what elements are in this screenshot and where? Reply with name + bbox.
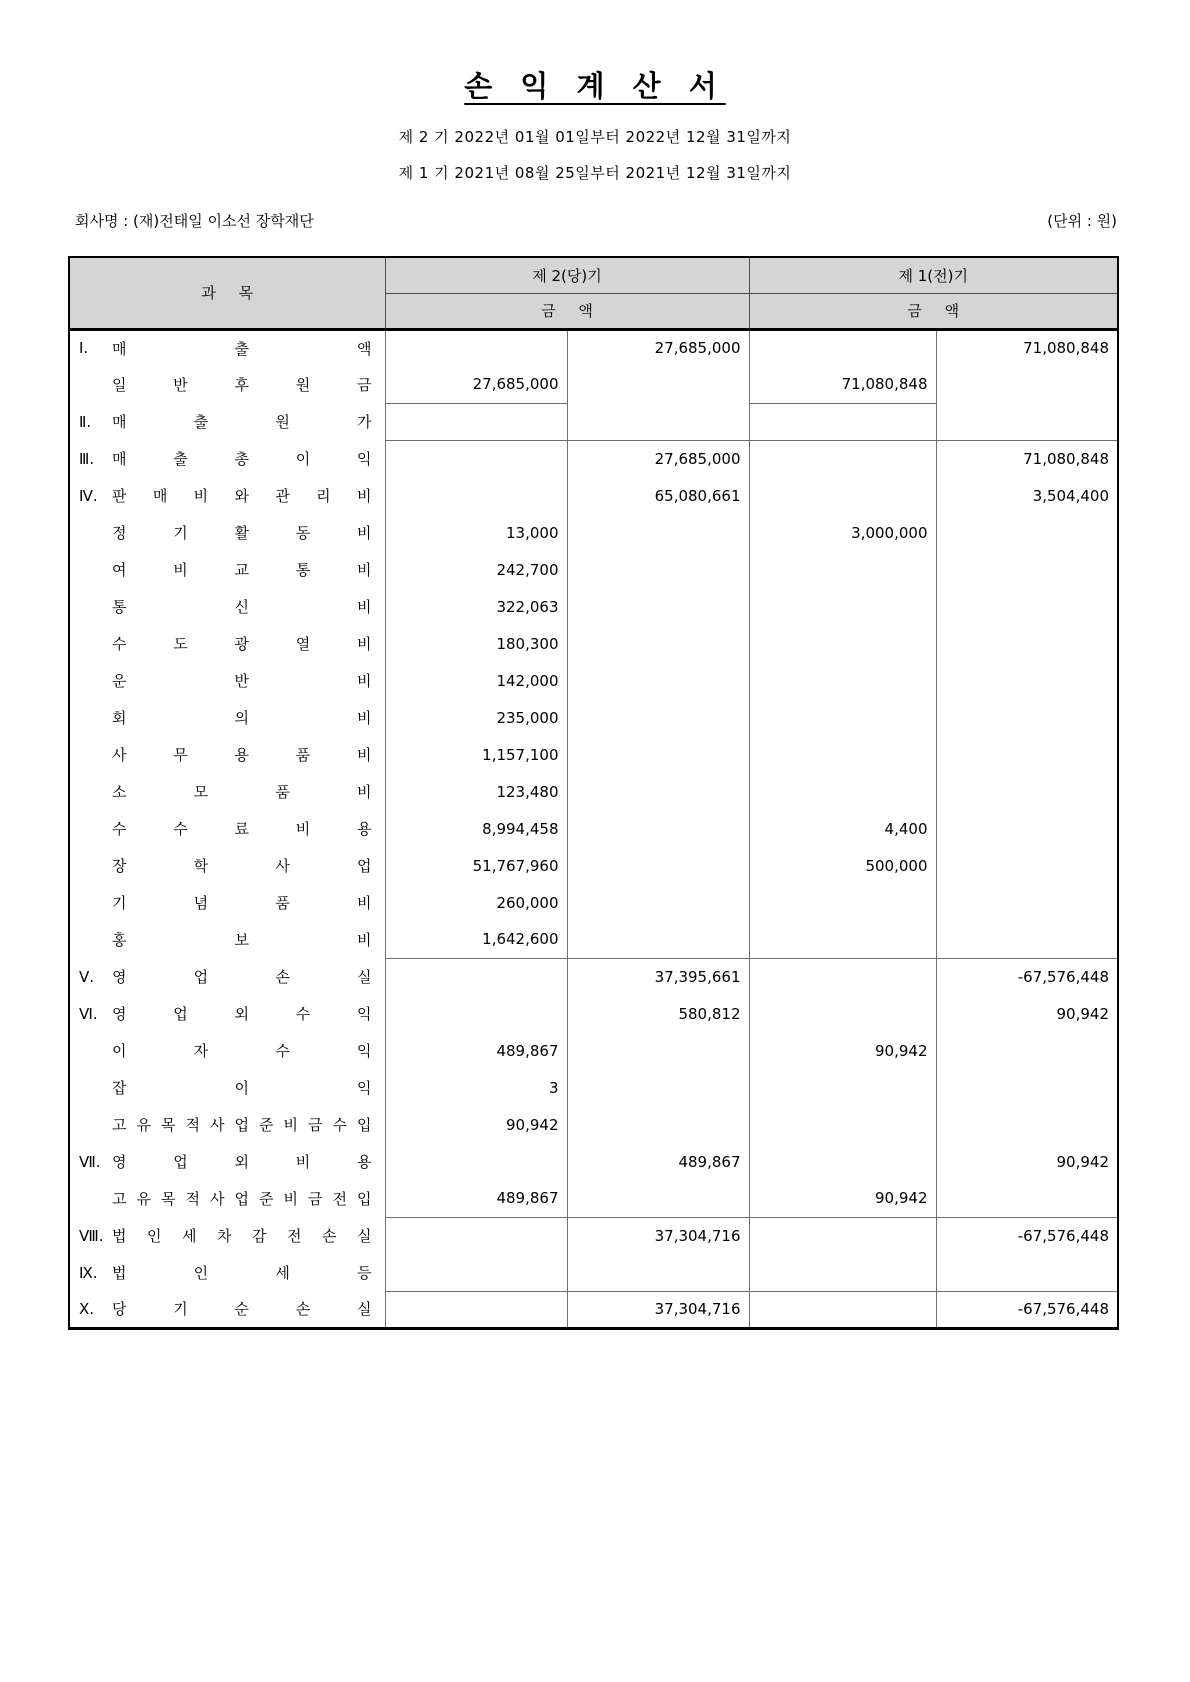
account-name: 기 념 품 비 (112, 894, 372, 912)
account-name: 여 비 교 통 비 (112, 561, 372, 579)
current-detail-amount (385, 403, 567, 440)
account-label-cell (69, 625, 385, 662)
account-name: 이 자 수 익 (112, 1042, 372, 1060)
account-label-cell (69, 403, 385, 440)
prior-total-amount (936, 1254, 1118, 1291)
prior-detail-amount (749, 1106, 936, 1143)
prior-period-header: 제 1(전)기 (749, 257, 1118, 293)
prior-detail-amount: 3,000,000 (749, 514, 936, 551)
account-name: 매 출 원 가 (112, 413, 372, 431)
current-total-amount (567, 588, 749, 625)
current-total-amount: 37,304,716 (567, 1291, 749, 1328)
table-row (69, 514, 1118, 551)
account-label-cell (69, 995, 385, 1032)
current-detail-amount: 322,063 (385, 588, 567, 625)
current-total-amount (567, 1106, 749, 1143)
table-row (69, 329, 1118, 366)
current-total-amount (567, 847, 749, 884)
prior-total-amount (936, 884, 1118, 921)
account-label-cell (69, 921, 385, 958)
current-detail-amount (385, 329, 567, 366)
prior-total-amount (936, 847, 1118, 884)
current-total-amount (567, 884, 749, 921)
table-row (69, 662, 1118, 699)
account-label-cell (69, 958, 385, 995)
current-total-amount (567, 403, 749, 440)
account-roman-numeral: Ⅷ. (79, 1226, 104, 1245)
meta-row (75, 210, 1117, 231)
prior-detail-amount: 500,000 (749, 847, 936, 884)
prior-total-amount (936, 588, 1118, 625)
table-row (69, 551, 1118, 588)
current-detail-amount (385, 1291, 567, 1328)
unit-label: (단위 : 원) (1047, 212, 1117, 230)
current-detail-amount (385, 958, 567, 995)
current-detail-amount: 123,480 (385, 773, 567, 810)
prior-total-amount (936, 403, 1118, 440)
current-detail-amount (385, 477, 567, 514)
prior-detail-amount (749, 625, 936, 662)
account-name: 고 유 목 적 사 업 준 비 금 수 입 (112, 1116, 372, 1134)
table-row (69, 440, 1118, 477)
prior-detail-amount (749, 1291, 936, 1328)
account-roman-numeral: Ⅱ. (79, 412, 92, 431)
table-row (69, 921, 1118, 958)
current-detail-amount: 260,000 (385, 884, 567, 921)
account-roman-numeral: Ⅶ. (79, 1152, 101, 1171)
table-row (69, 1180, 1118, 1217)
period-line-current: 제 2 기 2022년 01월 01일부터 2022년 12월 31일까지 (398, 128, 792, 146)
account-name: 잡 이 익 (112, 1079, 372, 1097)
account-label-cell (69, 699, 385, 736)
account-name: 매 출 액 (112, 339, 372, 358)
current-total-amount: 27,685,000 (567, 440, 749, 477)
table-row (69, 1291, 1118, 1328)
prior-detail-amount: 90,942 (749, 1180, 936, 1217)
account-label-cell (69, 1291, 385, 1328)
current-total-amount (567, 514, 749, 551)
account-name: 영 업 외 수 익 (112, 1005, 372, 1023)
current-total-amount (567, 736, 749, 773)
account-roman-numeral: Ⅸ. (79, 1263, 98, 1282)
account-name: 고 유 목 적 사 업 준 비 금 전 입 (112, 1190, 372, 1208)
current-detail-amount: 8,994,458 (385, 810, 567, 847)
current-total-amount: 37,395,661 (567, 958, 749, 995)
current-total-amount (567, 1069, 749, 1106)
account-label-cell (69, 588, 385, 625)
account-name: 매 출 총 이 익 (112, 450, 372, 468)
prior-total-amount (936, 773, 1118, 810)
table-row (69, 1217, 1118, 1254)
current-detail-amount: 3 (385, 1069, 567, 1106)
prior-total-amount (936, 1106, 1118, 1143)
account-name: 당 기 순 손 실 (112, 1300, 372, 1319)
prior-total-amount: 71,080,848 (936, 440, 1118, 477)
prior-detail-amount (749, 551, 936, 588)
prior-total-amount: 71,080,848 (936, 329, 1118, 366)
prior-detail-amount (749, 921, 936, 958)
prior-total-amount: -67,576,448 (936, 1217, 1118, 1254)
table-row (69, 995, 1118, 1032)
account-label-cell (69, 1217, 385, 1254)
prior-detail-amount (749, 699, 936, 736)
account-name: 소 모 품 비 (112, 783, 372, 801)
current-amount-header: 금 액 (385, 293, 749, 329)
prior-detail-amount (749, 1069, 936, 1106)
current-detail-amount: 489,867 (385, 1180, 567, 1217)
account-name: 일 반 후 원 금 (112, 376, 372, 394)
account-label-cell (69, 1143, 385, 1180)
prior-detail-amount (749, 1254, 936, 1291)
prior-total-amount (936, 699, 1118, 736)
current-detail-amount: 51,767,960 (385, 847, 567, 884)
current-detail-amount (385, 1217, 567, 1254)
subject-column-header: 과 목 (69, 257, 385, 329)
current-detail-amount: 27,685,000 (385, 366, 567, 403)
prior-total-amount (936, 662, 1118, 699)
prior-total-amount: -67,576,448 (936, 958, 1118, 995)
prior-total-amount (936, 921, 1118, 958)
prior-detail-amount (749, 329, 936, 366)
prior-total-amount (936, 1180, 1118, 1217)
account-roman-numeral: Ⅹ. (79, 1299, 95, 1318)
account-label-cell (69, 477, 385, 514)
prior-total-amount: 90,942 (936, 1143, 1118, 1180)
table-row (69, 1032, 1118, 1069)
account-label-cell (69, 1254, 385, 1291)
account-label-cell (69, 1069, 385, 1106)
prior-total-amount (936, 810, 1118, 847)
account-label-cell (69, 662, 385, 699)
header-row-periods (69, 257, 1118, 293)
account-label-cell (69, 366, 385, 403)
account-name: 정 기 활 동 비 (112, 524, 372, 542)
current-total-amount (567, 810, 749, 847)
prior-total-amount: 3,504,400 (936, 477, 1118, 514)
current-total-amount: 489,867 (567, 1143, 749, 1180)
table-row (69, 958, 1118, 995)
current-total-amount (567, 1032, 749, 1069)
current-detail-amount (385, 995, 567, 1032)
table-row (69, 625, 1118, 662)
current-detail-amount (385, 1254, 567, 1291)
prior-detail-amount (749, 884, 936, 921)
table-row (69, 1106, 1118, 1143)
table-row (69, 1069, 1118, 1106)
prior-detail-amount (749, 736, 936, 773)
prior-detail-amount: 71,080,848 (749, 366, 936, 403)
account-label-cell (69, 810, 385, 847)
prior-total-amount (936, 1069, 1118, 1106)
prior-total-amount: 90,942 (936, 995, 1118, 1032)
current-total-amount: 37,304,716 (567, 1217, 749, 1254)
account-name: 영 업 손 실 (112, 968, 372, 986)
account-label-cell (69, 440, 385, 477)
account-label-cell (69, 514, 385, 551)
table-row (69, 588, 1118, 625)
current-total-amount (567, 625, 749, 662)
prior-detail-amount (749, 662, 936, 699)
prior-detail-amount (749, 1143, 936, 1180)
table-row (69, 1254, 1118, 1291)
current-total-amount (567, 551, 749, 588)
current-detail-amount: 142,000 (385, 662, 567, 699)
table-row (69, 477, 1118, 514)
current-detail-amount: 489,867 (385, 1032, 567, 1069)
current-period-header: 제 2(당)기 (385, 257, 749, 293)
table-row (69, 773, 1118, 810)
account-name: 수 수 료 비 용 (112, 820, 372, 838)
account-name: 장 학 사 업 (112, 857, 372, 875)
prior-detail-amount (749, 477, 936, 514)
current-detail-amount (385, 440, 567, 477)
company-name: 회사명 : (재)전태일 이소선 장학재단 (75, 212, 314, 230)
current-total-amount: 27,685,000 (567, 329, 749, 366)
table-row (69, 736, 1118, 773)
current-total-amount (567, 1180, 749, 1217)
account-label-cell (69, 329, 385, 366)
account-name: 운 반 비 (112, 672, 372, 690)
prior-total-amount (936, 514, 1118, 551)
current-total-amount (567, 921, 749, 958)
account-label-cell (69, 736, 385, 773)
current-total-amount (567, 699, 749, 736)
current-detail-amount: 242,700 (385, 551, 567, 588)
current-detail-amount: 13,000 (385, 514, 567, 551)
account-roman-numeral: Ⅵ. (79, 1004, 98, 1023)
prior-total-amount (936, 1032, 1118, 1069)
prior-detail-amount (749, 588, 936, 625)
table-row (69, 403, 1118, 440)
prior-detail-amount (749, 995, 936, 1032)
account-roman-numeral: Ⅲ. (79, 449, 95, 468)
current-total-amount (567, 1254, 749, 1291)
prior-total-amount (936, 736, 1118, 773)
table-row (69, 884, 1118, 921)
account-label-cell (69, 1032, 385, 1069)
page-title: 손 익 계 산 서 (464, 69, 726, 103)
account-roman-numeral: Ⅴ. (79, 967, 95, 986)
current-detail-amount: 180,300 (385, 625, 567, 662)
account-roman-numeral: Ⅰ. (79, 339, 89, 358)
account-label-cell (69, 884, 385, 921)
current-detail-amount: 90,942 (385, 1106, 567, 1143)
table-row (69, 847, 1118, 884)
account-label-cell (69, 773, 385, 810)
income-statement-table (68, 256, 1119, 1330)
account-name: 통 신 비 (112, 598, 372, 616)
prior-detail-amount (749, 773, 936, 810)
current-detail-amount (385, 1143, 567, 1180)
current-detail-amount: 235,000 (385, 699, 567, 736)
statement-body (69, 329, 1118, 1328)
account-label-cell (69, 1106, 385, 1143)
account-label-cell (69, 1180, 385, 1217)
current-total-amount (567, 366, 749, 403)
prior-detail-amount (749, 958, 936, 995)
current-detail-amount: 1,157,100 (385, 736, 567, 773)
period-line-prior: 제 1 기 2021년 08월 25일부터 2021년 12월 31일까지 (398, 164, 792, 182)
account-label-cell (69, 551, 385, 588)
account-name: 사 무 용 품 비 (112, 746, 372, 764)
table-row (69, 699, 1118, 736)
account-name: 영 업 외 비 용 (112, 1153, 372, 1171)
prior-detail-amount (749, 403, 936, 440)
current-total-amount: 580,812 (567, 995, 749, 1032)
prior-total-amount (936, 366, 1118, 403)
prior-total-amount: -67,576,448 (936, 1291, 1118, 1328)
current-detail-amount: 1,642,600 (385, 921, 567, 958)
table-row (69, 366, 1118, 403)
account-label-cell (69, 847, 385, 884)
prior-detail-amount: 90,942 (749, 1032, 936, 1069)
account-name: 홍 보 비 (112, 931, 372, 949)
account-name: 법 인 세 차 감 전 손 실 (112, 1227, 372, 1245)
prior-total-amount (936, 625, 1118, 662)
current-total-amount (567, 662, 749, 699)
current-total-amount: 65,080,661 (567, 477, 749, 514)
table-row (69, 1143, 1118, 1180)
prior-total-amount (936, 551, 1118, 588)
account-name: 판 매 비 와 관 리 비 (112, 487, 372, 505)
account-roman-numeral: Ⅳ. (79, 486, 98, 505)
prior-amount-header: 금 액 (749, 293, 1118, 329)
current-total-amount (567, 773, 749, 810)
account-name: 법 인 세 등 (112, 1264, 372, 1282)
account-name: 수 도 광 열 비 (112, 635, 372, 653)
prior-detail-amount (749, 440, 936, 477)
prior-detail-amount (749, 1217, 936, 1254)
account-name: 회 의 비 (112, 709, 372, 727)
table-row (69, 810, 1118, 847)
prior-detail-amount: 4,400 (749, 810, 936, 847)
